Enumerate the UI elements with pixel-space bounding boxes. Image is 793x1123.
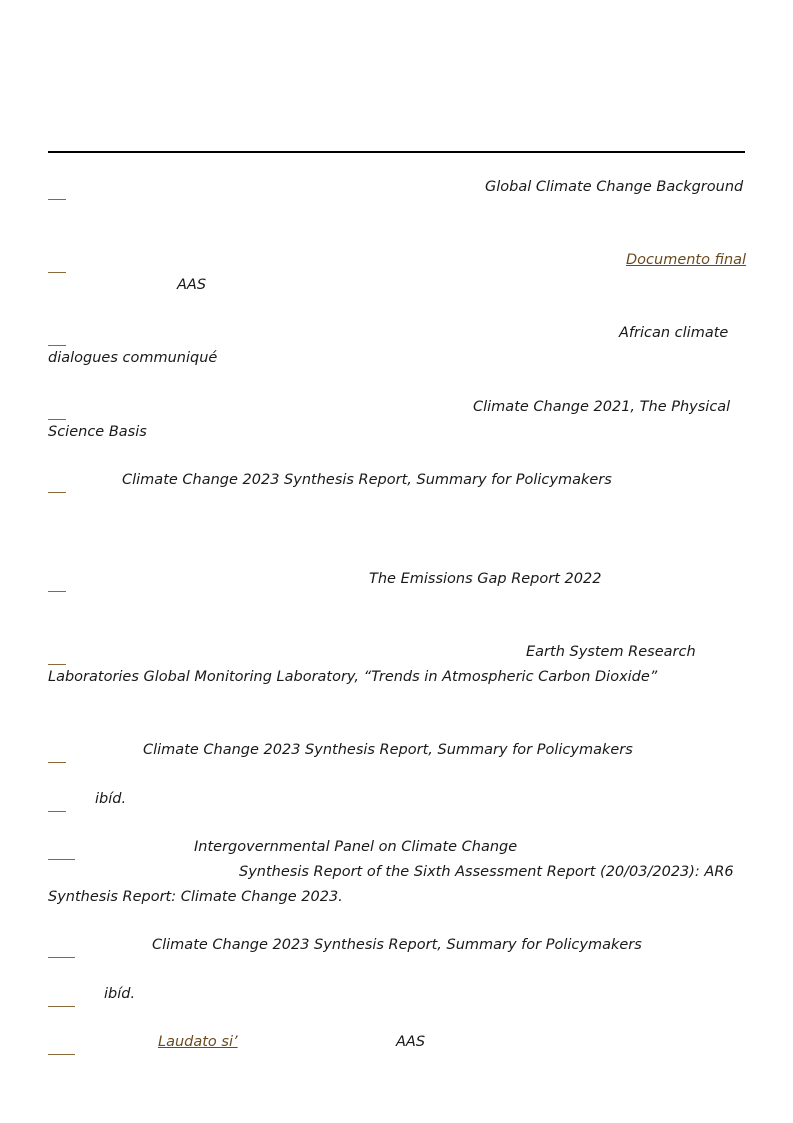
footnote-reference-mark[interactable] xyxy=(48,395,66,420)
footnote-text: AAS xyxy=(396,1034,426,1050)
footnote-text: The Emissions Gap Report 2022 xyxy=(369,571,602,587)
footnote-reference-mark[interactable] xyxy=(48,640,66,665)
source-link[interactable]: Laudato si’ xyxy=(158,1034,238,1050)
footnote-reference-mark[interactable] xyxy=(48,567,66,592)
footnote-reference-mark[interactable] xyxy=(48,248,66,273)
footnote-reference-mark[interactable] xyxy=(48,982,75,1007)
footnote-text: Synthesis Report of the Sixth Assessment Report (20/03/2023): AR6 xyxy=(239,864,734,880)
footnote-text: Science Basis xyxy=(48,424,147,440)
footnote-text: Climate Change 2023 Synthesis Report, Summary for Policymakers xyxy=(122,472,612,488)
footnote-separator xyxy=(48,151,745,153)
source-link[interactable]: Documento final xyxy=(626,252,747,268)
footnote-reference-mark[interactable] xyxy=(48,787,66,812)
footnote-text: Earth System Research xyxy=(526,644,696,660)
footnote-text: Laboratories Global Monitoring Laboratory, “Trends in Atmospheric Carbon Dioxide” xyxy=(48,669,658,685)
footnote-text: Climate Change 2023 Synthesis Report, Summary for Policymakers xyxy=(152,937,642,953)
footnote-text: African climate xyxy=(619,325,729,341)
footnote-reference-mark[interactable] xyxy=(48,468,66,493)
footnote-text: Climate Change 2023 Synthesis Report, Summary for Policymakers xyxy=(143,742,633,758)
footnote-text: ibíd. xyxy=(95,791,127,807)
footnote-text: ibíd. xyxy=(104,986,136,1002)
footnote-reference-mark[interactable] xyxy=(48,835,75,860)
footnote-text: AAS xyxy=(177,277,207,293)
footnote-text: Climate Change 2021, The Physical xyxy=(473,399,731,415)
footnote-text: Global Climate Change Background xyxy=(485,179,744,195)
footnote-reference-mark[interactable] xyxy=(48,175,66,200)
footnote-reference-mark[interactable] xyxy=(48,321,66,346)
footnote-reference-mark[interactable] xyxy=(48,933,75,958)
footnote-reference-mark[interactable] xyxy=(48,738,66,763)
footnote-text: Synthesis Report: Climate Change 2023. xyxy=(48,889,343,905)
footnote-reference-mark[interactable] xyxy=(48,1030,75,1055)
footnote-text: dialogues communiqué xyxy=(48,350,218,366)
footnote-text: Intergovernmental Panel on Climate Change xyxy=(194,839,518,855)
